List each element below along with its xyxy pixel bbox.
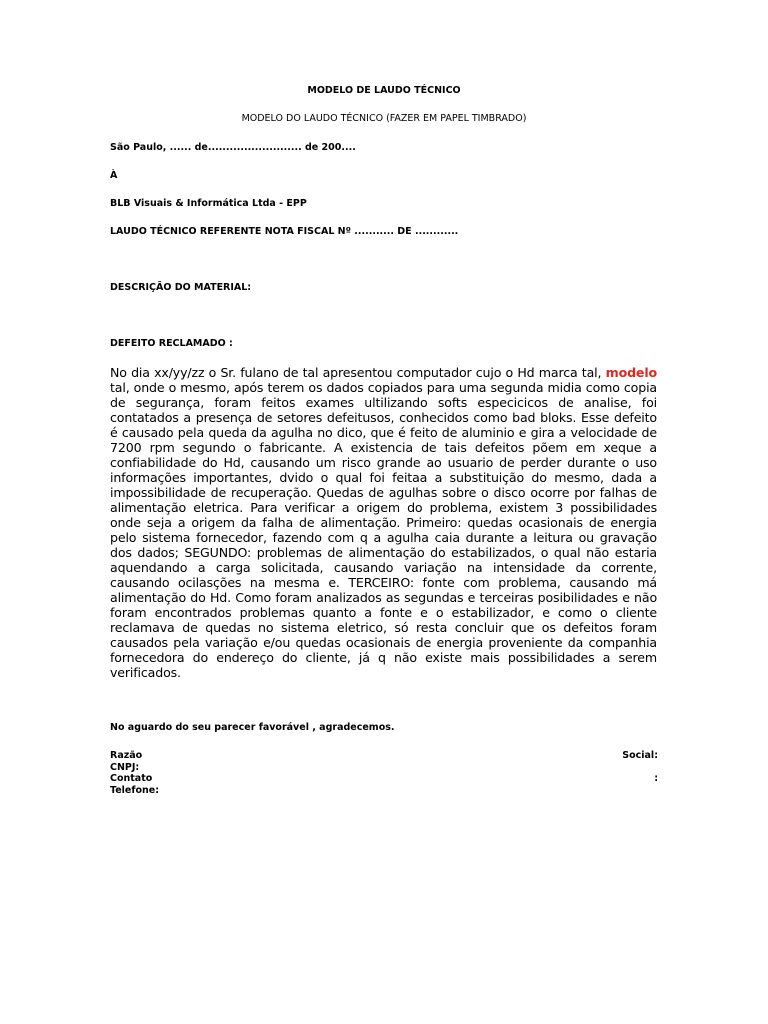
razao-label: Razão: [110, 750, 143, 761]
addressee-prefix: À: [110, 170, 118, 181]
closing-line: No aguardo do seu parecer favorável , agradecemos.: [110, 722, 395, 733]
cnpj-row: [110, 762, 658, 774]
razao-social-row: [110, 750, 658, 762]
contato-row: [110, 773, 658, 785]
contato-colon: :: [654, 773, 658, 784]
document-title: MODELO DE LAUDO TÉCNICO: [307, 85, 461, 96]
telefone-label: Telefone:: [110, 784, 160, 796]
defect-heading: DEFEITO RECLAMADO :: [110, 338, 233, 349]
document-subtitle: MODELO DO LAUDO TÉCNICO (FAZER EM PAPEL TIMBRADO): [241, 113, 527, 124]
telefone-row: [110, 785, 658, 797]
body-part-1: No dia xx/yy/zz o Sr. fulano de tal apresentou computador cujo o Hd marca tal,: [110, 365, 606, 380]
highlighted-word: modelo: [605, 365, 657, 380]
defect-description: [110, 365, 657, 680]
invoice-reference: LAUDO TÉCNICO REFERENTE NOTA FISCAL Nº ........... DE ............: [110, 226, 459, 237]
signature-block: [110, 750, 658, 796]
date-line: São Paulo, ...... de.......................... de 200....: [110, 142, 356, 153]
company-name: BLB Visuais & Informática Ltda - EPP: [110, 198, 307, 209]
contato-label: Contato: [110, 773, 153, 784]
cnpj-label: CNPJ:: [110, 761, 140, 773]
body-part-2: tal, onde o mesmo, após terem os dados copiados para uma segunda midia como copia de segurança, foram feitos exames ultilizando softs especicicos de analise, foi contatados a presença de setores defeitusos, conhecidos como bad bloks. Esse defeito é causado pela queda da agulha no dico, que é feito de aluminio e gira a velocidade de 7200 rpm segundo o fabricante. A existencia de tais defeitos põem em xeque a confiabilidade do Hd, causando um risco grande ao usuario de perder durante o uso informações importantes, dvido o qual foi feitaa a substituição do mesmo, dada a impossibilidade de recuperação. Quedas de agulhas sobre o disco ocorre por falhas de alimentação eletrica. Para verificar a origem do problema, existem 3 possibilidades onde seja a origem da falha de alimentação. Primeiro: quedas ocasionais de energia pelo sistema fornecedor, fazendo com q a agulha caia durante a leitura ou gravação dos dados; SEGUNDO: problemas de alimentação do estabilizados, o qual não estaria aquendando a carga solicitada, causando variação na intensidade da corrente, causando ocilasções na mesma e. TERCEIRO: fonte com problema, causando má alimentação do Hd. Como foram analizados as segundas e terceiras posibilidades e não foram encontrados problemas quanto a fonte e o estabilizador, e como o cliente reclamava de quedas no sistema eletrico, só resta concluir que os defeitos foram causados pela variação e/ou quedas ocasionais de energia proveniente da companhia fornecedora do endereço do cliente, já q não existe mais possibilidades a serem verificados.: [110, 380, 657, 680]
material-heading: DESCRIÇÃO DO MATERIAL:: [110, 282, 252, 293]
social-label: Social:: [622, 750, 658, 761]
